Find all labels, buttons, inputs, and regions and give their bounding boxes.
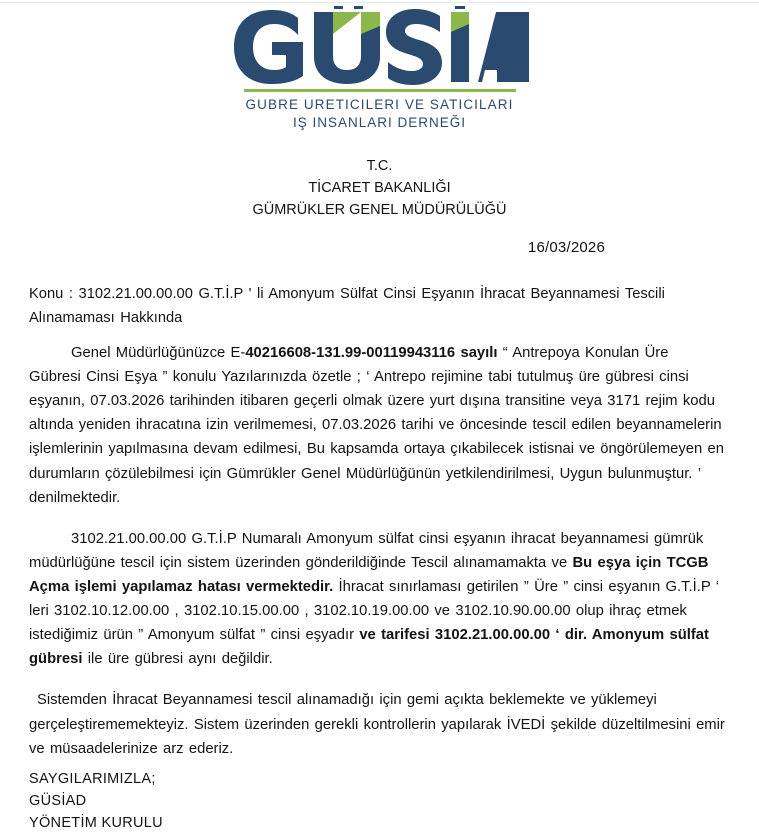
document-body	[29, 341, 725, 778]
addressee-block	[0, 155, 759, 221]
logo-wordmark-graphic	[230, 6, 530, 88]
organization-logo	[0, 6, 759, 132]
signature-board: YÖNETİM KURULU	[29, 815, 163, 832]
signature-organization: GÜSİAD	[29, 793, 87, 810]
logo-tagline-line1: GUBRE URETICILERI VE SATICILARI	[245, 97, 514, 112]
body-paragraph-1: Genel Müdürlüğünüzce E-40216608-131.99-00119943116 sayılı “ Antrepoya Konulan Üre Gübresi Cinsi Eşya ” konulu Yazılarınızda özetle ; ‘ Antrepo rejimine tabi tutulmuş üre gübresi cinsi eşyanın, 07.03.2026 tarihinden itibaren geçerli olmak üzere yurt dışına transitine veya 3171 rejim kodu altında yeniden ihracatına izin verilmemesi, 07.03.2026 tarihi ve öncesinde tescil edilen beyannamelerin işlemlerinin yapılmasına devam edilmesi, Bu kapsamda ortaya çıkabilecek istisnai ve öngörülemeyen en durumların çözülebilmesi için Gümrükler Genel Müdürlüğünün yetkilendirilmesi, Uygun bulunmuştur. ’ denilmektedir.	[29, 345, 725, 506]
signature-block	[29, 768, 163, 834]
page-top-divider	[0, 2, 759, 3]
addressee-line-2: TİCARET BAKANLIĞI	[308, 180, 451, 197]
subject-line: Konu : 3102.21.00.00.00 G.T.İ.P ' li Amonyum Sülfat Cinsi Eşyanın İhracat Beyannamesi Tescili Alınamaması Hakkında	[29, 286, 665, 326]
body-paragraph-3: Sistemden İhracat Beyannamesi tescil alınamadığı için gemi açıkta beklemekte ve yüklemeyi gerçeleştirememekteyiz. Sistem üzerinden gerekli kontrollerin yapılarak İVEDİ şekilde düzeltilmesini emir ve müsaadelerinize arz ederiz.	[29, 692, 725, 757]
gusiad-logo-icon	[230, 6, 530, 88]
signature-closing: SAYGILARIMIZLA;	[29, 771, 156, 787]
logo-tagline-line2: IŞ INSANLARI DERNEĞI	[292, 114, 467, 130]
addressee-line-1: T.C.	[366, 158, 393, 174]
logo-divider-rule	[244, 89, 516, 92]
document-date: 16/03/2026	[527, 239, 605, 256]
addressee-line-3: GÜMRÜKLER GENEL MÜDÜRÜLÜĞÜ	[252, 202, 507, 219]
body-paragraph-2: 3102.21.00.00.00 G.T.İ.P Numaralı Amonyum sülfat cinsi eşyanın ihracat beyannamesi gümrük müdürlüğüne tescil için sistem üzerinden gönderildiğinde Tescil alınamamakta ve Bu eşya için TCGB Açma işlemi yapılamaz hatası vermektedir. İhracat sınırlaması getirilen ” Üre ” cinsi eşyanın G.T.İ.P ‘ leri 3102.10.12.00.00 , 3102.10.15.00.00 , 3102.10.19.00.00 ve 3102.10.90.00.00 olup ihraç etmek istediğimiz ürün ” Amonyum sülfat ” cinsi eşyadır ve tarifesi 3102.21.00.00.00 ‘ dir. Amonyum sülfat gübresi ile üre gübresi aynı değildir.	[29, 530, 720, 668]
